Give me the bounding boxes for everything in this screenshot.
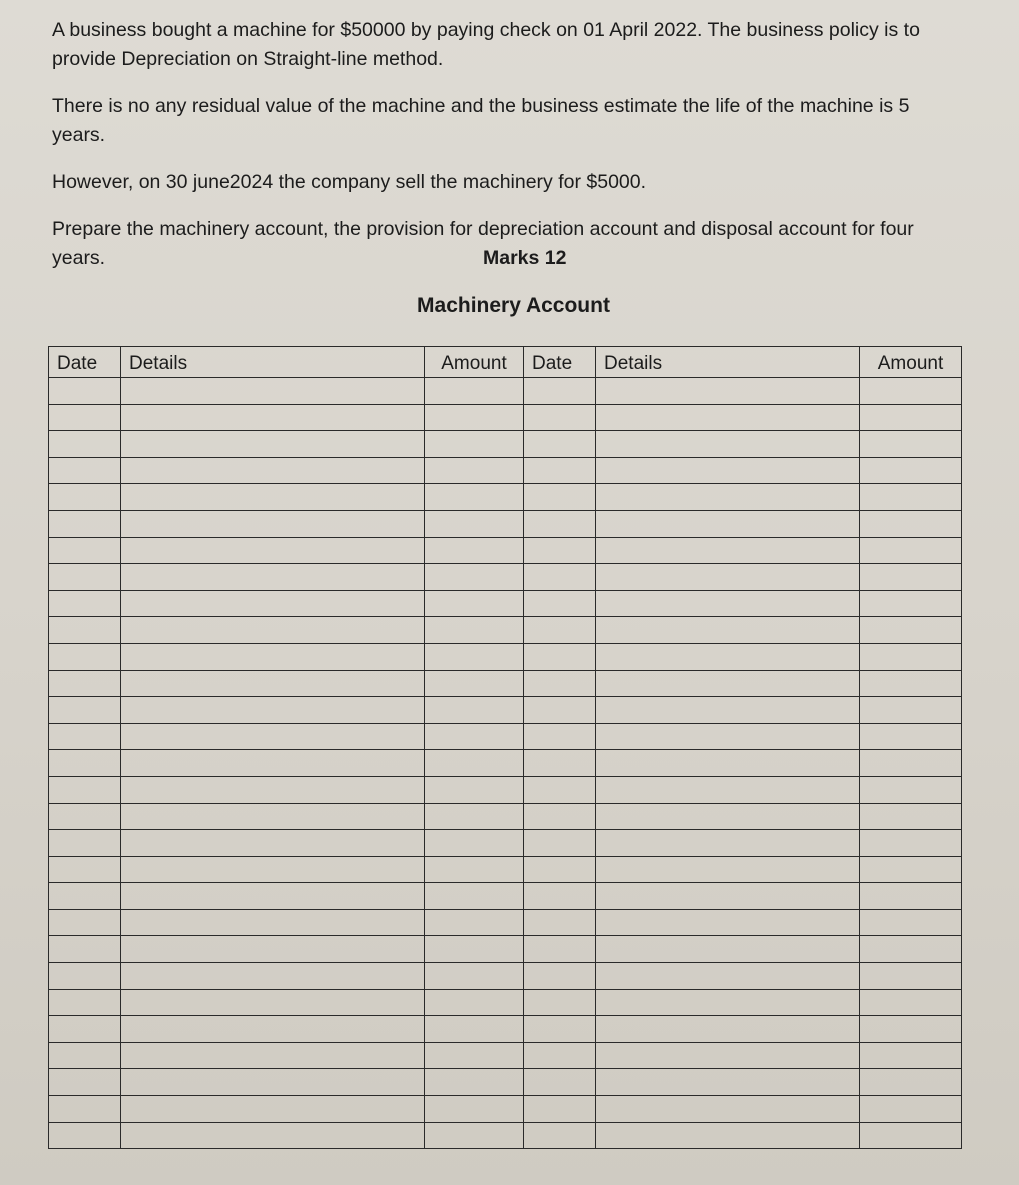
credit-amount-cell[interactable]: [860, 936, 962, 963]
debit-date-cell[interactable]: [49, 963, 121, 990]
credit-date-cell[interactable]: [524, 457, 596, 484]
table-row: [49, 830, 962, 857]
debit-date-cell[interactable]: [49, 989, 121, 1016]
table-row: [49, 1042, 962, 1069]
debit-amount-cell[interactable]: [425, 617, 524, 644]
debit-details-cell[interactable]: [121, 776, 425, 803]
debit-details-cell[interactable]: [121, 830, 425, 857]
debit-details-cell[interactable]: [121, 723, 425, 750]
debit-details-cell[interactable]: [121, 1042, 425, 1069]
debit-date-cell[interactable]: [49, 750, 121, 777]
credit-date-cell[interactable]: [524, 404, 596, 431]
table-row: [49, 590, 962, 617]
credit-date-cell[interactable]: [524, 830, 596, 857]
header-credit-amount: Amount: [860, 347, 962, 378]
debit-date-cell[interactable]: [49, 936, 121, 963]
table-row: [49, 1069, 962, 1096]
credit-amount-cell[interactable]: [860, 856, 962, 883]
debit-details-cell[interactable]: [121, 909, 425, 936]
credit-date-cell[interactable]: [524, 723, 596, 750]
debit-details-cell[interactable]: [121, 1016, 425, 1043]
debit-date-cell[interactable]: [49, 883, 121, 910]
table-row: [49, 431, 962, 458]
debit-amount-cell[interactable]: [425, 830, 524, 857]
credit-amount-cell[interactable]: [860, 776, 962, 803]
credit-details-cell[interactable]: [596, 564, 860, 591]
credit-amount-cell[interactable]: [860, 1096, 962, 1123]
debit-amount-cell[interactable]: [425, 723, 524, 750]
credit-details-cell[interactable]: [596, 510, 860, 537]
credit-amount-cell[interactable]: [860, 883, 962, 910]
credit-details-cell[interactable]: [596, 1042, 860, 1069]
debit-date-cell[interactable]: [49, 723, 121, 750]
debit-amount-cell[interactable]: [425, 750, 524, 777]
table-row: [49, 1122, 962, 1149]
debit-date-cell[interactable]: [49, 697, 121, 724]
credit-amount-cell[interactable]: [860, 803, 962, 830]
credit-details-cell[interactable]: [596, 750, 860, 777]
table-row: [49, 643, 962, 670]
credit-amount-cell[interactable]: [860, 830, 962, 857]
debit-date-cell[interactable]: [49, 404, 121, 431]
debit-date-cell[interactable]: [49, 590, 121, 617]
credit-details-cell[interactable]: [596, 989, 860, 1016]
credit-date-cell[interactable]: [524, 510, 596, 537]
credit-details-cell[interactable]: [596, 909, 860, 936]
credit-date-cell[interactable]: [524, 936, 596, 963]
table-row: [49, 537, 962, 564]
credit-amount-cell[interactable]: [860, 617, 962, 644]
question-instruction-line: [52, 215, 962, 273]
credit-date-cell[interactable]: [524, 750, 596, 777]
credit-date-cell[interactable]: [524, 670, 596, 697]
question-paragraph-sale: However, on 30 june2024 the company sell the machinery for $5000.: [52, 171, 647, 193]
credit-details-cell[interactable]: [596, 883, 860, 910]
credit-date-cell[interactable]: [524, 590, 596, 617]
credit-details-cell[interactable]: [596, 963, 860, 990]
debit-details-cell[interactable]: [121, 989, 425, 1016]
credit-details-cell[interactable]: [596, 537, 860, 564]
credit-amount-cell[interactable]: [860, 909, 962, 936]
header-debit-amount: Amount: [425, 347, 524, 378]
debit-date-cell[interactable]: [49, 1122, 121, 1149]
credit-details-cell[interactable]: [596, 457, 860, 484]
credit-details-cell[interactable]: [596, 803, 860, 830]
table-row: [49, 989, 962, 1016]
credit-date-cell[interactable]: [524, 537, 596, 564]
credit-details-cell[interactable]: [596, 590, 860, 617]
debit-details-cell[interactable]: [121, 856, 425, 883]
table-header-row: [49, 347, 962, 378]
credit-date-cell[interactable]: [524, 803, 596, 830]
credit-amount-cell[interactable]: [860, 963, 962, 990]
credit-date-cell[interactable]: [524, 1069, 596, 1096]
debit-date-cell[interactable]: [49, 643, 121, 670]
table-row: [49, 1096, 962, 1123]
debit-date-cell[interactable]: [49, 537, 121, 564]
credit-details-cell[interactable]: [596, 431, 860, 458]
credit-amount-cell[interactable]: [860, 697, 962, 724]
debit-details-cell[interactable]: [121, 697, 425, 724]
table-row: [49, 936, 962, 963]
debit-amount-cell[interactable]: [425, 1069, 524, 1096]
credit-details-cell[interactable]: [596, 617, 860, 644]
debit-date-cell[interactable]: [49, 510, 121, 537]
credit-amount-cell[interactable]: [860, 750, 962, 777]
debit-details-cell[interactable]: [121, 750, 425, 777]
debit-details-cell[interactable]: [121, 378, 425, 405]
credit-details-cell[interactable]: [596, 1096, 860, 1123]
debit-amount-cell[interactable]: [425, 697, 524, 724]
table-row: [49, 883, 962, 910]
debit-amount-cell[interactable]: [425, 909, 524, 936]
account-title: Machinery Account: [417, 294, 610, 317]
debit-amount-cell[interactable]: [425, 989, 524, 1016]
credit-amount-cell[interactable]: [860, 1122, 962, 1149]
debit-details-cell[interactable]: [121, 803, 425, 830]
debit-details-cell[interactable]: [121, 963, 425, 990]
credit-details-cell[interactable]: [596, 697, 860, 724]
credit-date-cell[interactable]: [524, 909, 596, 936]
credit-details-cell[interactable]: [596, 723, 860, 750]
credit-amount-cell[interactable]: [860, 431, 962, 458]
table-row: [49, 803, 962, 830]
question-paragraph-purchase: A business bought a machine for $50000 by paying check on 01 April 2022. The business policy is to provide Depreciation on Straight-line method.: [52, 19, 920, 70]
credit-details-cell[interactable]: [596, 1069, 860, 1096]
table-row: [49, 378, 962, 405]
debit-date-cell[interactable]: [49, 670, 121, 697]
credit-date-cell[interactable]: [524, 617, 596, 644]
debit-amount-cell[interactable]: [425, 1042, 524, 1069]
header-debit-details: Details: [121, 347, 425, 378]
debit-amount-cell[interactable]: [425, 537, 524, 564]
credit-amount-cell[interactable]: [860, 404, 962, 431]
debit-amount-cell[interactable]: [425, 883, 524, 910]
debit-date-cell[interactable]: [49, 431, 121, 458]
debit-date-cell[interactable]: [49, 484, 121, 511]
debit-amount-cell[interactable]: [425, 643, 524, 670]
debit-amount-cell[interactable]: [425, 776, 524, 803]
credit-details-cell[interactable]: [596, 776, 860, 803]
debit-date-cell[interactable]: [49, 909, 121, 936]
credit-date-cell[interactable]: [524, 378, 596, 405]
debit-date-cell[interactable]: [49, 1016, 121, 1043]
credit-date-cell[interactable]: [524, 1042, 596, 1069]
debit-date-cell[interactable]: [49, 856, 121, 883]
debit-details-cell[interactable]: [121, 643, 425, 670]
credit-amount-cell[interactable]: [860, 670, 962, 697]
table-row: [49, 510, 962, 537]
credit-date-cell[interactable]: [524, 776, 596, 803]
credit-amount-cell[interactable]: [860, 457, 962, 484]
table-row: [49, 564, 962, 591]
credit-date-cell[interactable]: [524, 697, 596, 724]
debit-amount-cell[interactable]: [425, 431, 524, 458]
credit-amount-cell[interactable]: [860, 484, 962, 511]
debit-amount-cell[interactable]: [425, 1096, 524, 1123]
question-paragraph-residual: There is no any residual value of the machine and the business estimate the life of the machine is 5 years.: [52, 95, 910, 146]
credit-amount-cell[interactable]: [860, 1042, 962, 1069]
debit-details-cell[interactable]: [121, 883, 425, 910]
table-row: [49, 1016, 962, 1043]
table-row: [49, 776, 962, 803]
credit-amount-cell[interactable]: [860, 537, 962, 564]
debit-amount-cell[interactable]: [425, 1122, 524, 1149]
table-row: [49, 484, 962, 511]
credit-date-cell[interactable]: [524, 1096, 596, 1123]
marks-label: Marks 12: [483, 247, 567, 269]
table-row: [49, 963, 962, 990]
debit-details-cell[interactable]: [121, 431, 425, 458]
credit-date-cell[interactable]: [524, 643, 596, 670]
credit-amount-cell[interactable]: [860, 590, 962, 617]
header-credit-date: Date: [524, 347, 596, 378]
debit-details-cell[interactable]: [121, 1122, 425, 1149]
debit-amount-cell[interactable]: [425, 963, 524, 990]
debit-amount-cell[interactable]: [425, 1016, 524, 1043]
credit-date-cell[interactable]: [524, 431, 596, 458]
table-row: [49, 750, 962, 777]
debit-details-cell[interactable]: [121, 1069, 425, 1096]
credit-amount-cell[interactable]: [860, 989, 962, 1016]
debit-details-cell[interactable]: [121, 617, 425, 644]
debit-amount-cell[interactable]: [425, 564, 524, 591]
table-row: [49, 670, 962, 697]
debit-amount-cell[interactable]: [425, 378, 524, 405]
credit-date-cell[interactable]: [524, 856, 596, 883]
credit-amount-cell[interactable]: [860, 643, 962, 670]
debit-date-cell[interactable]: [49, 564, 121, 591]
credit-details-cell[interactable]: [596, 404, 860, 431]
credit-details-cell[interactable]: [596, 936, 860, 963]
credit-details-cell[interactable]: [596, 1122, 860, 1149]
question-paragraph-instruction: Prepare the machinery account, the provision for depreciation account and disposal account for four years.: [52, 218, 914, 269]
table-row: [49, 856, 962, 883]
header-credit-details: Details: [596, 347, 860, 378]
debit-date-cell[interactable]: [49, 378, 121, 405]
credit-date-cell[interactable]: [524, 484, 596, 511]
header-debit-date: Date: [49, 347, 121, 378]
debit-amount-cell[interactable]: [425, 590, 524, 617]
debit-amount-cell[interactable]: [425, 856, 524, 883]
credit-date-cell[interactable]: [524, 564, 596, 591]
debit-amount-cell[interactable]: [425, 510, 524, 537]
debit-date-cell[interactable]: [49, 1096, 121, 1123]
debit-details-cell[interactable]: [121, 404, 425, 431]
credit-details-cell[interactable]: [596, 670, 860, 697]
credit-details-cell[interactable]: [596, 643, 860, 670]
table-row: [49, 404, 962, 431]
debit-details-cell[interactable]: [121, 590, 425, 617]
credit-date-cell[interactable]: [524, 963, 596, 990]
debit-details-cell[interactable]: [121, 537, 425, 564]
table-row: [49, 723, 962, 750]
debit-details-cell[interactable]: [121, 457, 425, 484]
debit-amount-cell[interactable]: [425, 670, 524, 697]
credit-date-cell[interactable]: [524, 883, 596, 910]
machinery-account-table: [48, 346, 962, 1149]
credit-details-cell[interactable]: [596, 484, 860, 511]
debit-date-cell[interactable]: [49, 457, 121, 484]
debit-details-cell[interactable]: [121, 670, 425, 697]
debit-details-cell[interactable]: [121, 936, 425, 963]
credit-amount-cell[interactable]: [860, 723, 962, 750]
question-text: [52, 16, 962, 291]
debit-details-cell[interactable]: [121, 510, 425, 537]
credit-amount-cell[interactable]: [860, 1016, 962, 1043]
debit-details-cell[interactable]: [121, 484, 425, 511]
credit-amount-cell[interactable]: [860, 564, 962, 591]
debit-details-cell[interactable]: [121, 564, 425, 591]
ledger-body: [49, 378, 962, 1149]
credit-amount-cell[interactable]: [860, 1069, 962, 1096]
debit-date-cell[interactable]: [49, 617, 121, 644]
debit-amount-cell[interactable]: [425, 936, 524, 963]
table-row: [49, 617, 962, 644]
credit-details-cell[interactable]: [596, 856, 860, 883]
credit-amount-cell[interactable]: [860, 378, 962, 405]
credit-amount-cell[interactable]: [860, 510, 962, 537]
debit-amount-cell[interactable]: [425, 404, 524, 431]
credit-details-cell[interactable]: [596, 378, 860, 405]
debit-date-cell[interactable]: [49, 776, 121, 803]
table-row: [49, 909, 962, 936]
debit-date-cell[interactable]: [49, 1042, 121, 1069]
debit-date-cell[interactable]: [49, 803, 121, 830]
table-row: [49, 697, 962, 724]
credit-details-cell[interactable]: [596, 830, 860, 857]
credit-date-cell[interactable]: [524, 989, 596, 1016]
debit-details-cell[interactable]: [121, 1096, 425, 1123]
debit-date-cell[interactable]: [49, 1069, 121, 1096]
debit-amount-cell[interactable]: [425, 803, 524, 830]
credit-date-cell[interactable]: [524, 1016, 596, 1043]
debit-date-cell[interactable]: [49, 830, 121, 857]
credit-details-cell[interactable]: [596, 1016, 860, 1043]
debit-amount-cell[interactable]: [425, 484, 524, 511]
credit-date-cell[interactable]: [524, 1122, 596, 1149]
debit-amount-cell[interactable]: [425, 457, 524, 484]
table-row: [49, 457, 962, 484]
